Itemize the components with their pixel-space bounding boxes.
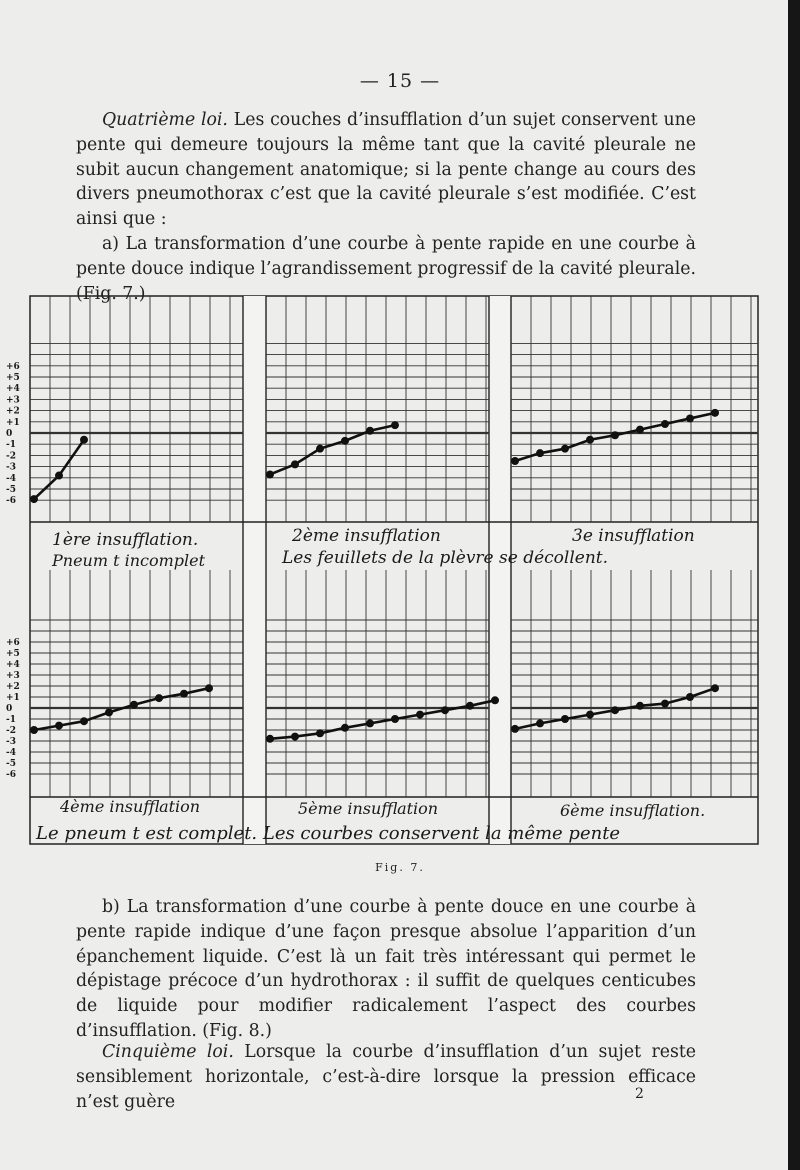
y-tick-label: +4 (6, 384, 20, 395)
data-point (55, 722, 63, 730)
point-b: b) La transformation d’une courbe à pente douce en une courbe à pente rapide indique d’une façon presque absolue l’apparition d’un épanchement liquide. C’est là un fait très intéressant qui permet le dépistage précoce d’un hydrothorax : il suffit de quelques centicubes de liquide pour modifier radicalement l’aspect des courbes d’insufflation. (Fig. 8.) (76, 897, 696, 1041)
data-point (80, 717, 88, 725)
data-point (611, 431, 619, 439)
y-tick-label: +1 (6, 693, 20, 703)
y-tick-label: +2 (6, 406, 20, 417)
data-point (341, 437, 349, 445)
y-tick-label: +1 (6, 417, 20, 428)
data-point (686, 693, 694, 701)
data-point (366, 719, 374, 727)
label-insufflation-2: 2ème insufflation (292, 526, 441, 546)
data-point (661, 420, 669, 428)
data-point (636, 426, 644, 434)
data-point (636, 702, 644, 710)
data-point (611, 706, 619, 714)
y-tick-label: +3 (6, 395, 20, 406)
y-tick-label: +2 (6, 682, 20, 692)
series-line (34, 440, 84, 499)
data-point (661, 700, 669, 708)
data-point (366, 427, 374, 435)
data-point (291, 460, 299, 468)
data-point (711, 409, 719, 417)
point-a: a) La transformation d’une courbe à pente rapide en une courbe à pente douce indique l’agrandissement progressif de la cavité pleurale. (Fig. 7.) (76, 233, 696, 304)
label-insufflation-6: 6ème insufflation. (560, 801, 706, 820)
data-point (205, 684, 213, 692)
y-tick-label: -2 (6, 451, 16, 462)
label-insufflation-4: 4ème insufflation (60, 797, 201, 816)
data-point (536, 719, 544, 727)
y-tick-label: -5 (6, 759, 16, 769)
data-point (105, 708, 113, 716)
label-insufflation-1: 1ère insufflation. (52, 530, 199, 550)
data-point (536, 449, 544, 457)
data-point (586, 711, 594, 719)
y-tick-label: +6 (6, 638, 20, 648)
data-point (711, 684, 719, 692)
data-point (341, 724, 349, 732)
law-title: Quatrième loi. (102, 110, 228, 130)
y-tick-label: -4 (6, 748, 16, 758)
paragraph-cinquieme-loi (76, 1040, 696, 1114)
y-tick-label: -2 (6, 726, 16, 736)
data-point (511, 725, 519, 733)
y-tick-label: 0 (6, 704, 13, 714)
y-tick-label: -3 (6, 462, 16, 473)
page-number: — 15 — (359, 70, 441, 92)
data-point (416, 711, 424, 719)
y-tick-label: +3 (6, 671, 20, 681)
figure-frame (30, 296, 758, 844)
data-point (266, 735, 274, 743)
series-line (270, 700, 495, 739)
y-tick-label: -6 (6, 770, 16, 780)
law-title-5: Cinquième loi. (102, 1042, 234, 1062)
y-tick-label: -6 (6, 496, 16, 507)
label-insufflation-3: 3e insufflation (572, 526, 695, 546)
data-point (266, 470, 274, 478)
data-point (391, 715, 399, 723)
data-point (561, 715, 569, 723)
note-pneum-complet: Le pneum t est complet. Les courbes conservent la même pente (36, 823, 621, 844)
figure-caption: Fig. 7. (375, 861, 425, 874)
data-point (441, 706, 449, 714)
data-point (586, 436, 594, 444)
data-point (30, 495, 38, 503)
data-point (316, 445, 324, 453)
law-text-5: Lorsque la courbe d’insufflation d’un sujet reste sensiblement horizontale, c’est-à-dire lorsque la pression efficace n’est guère (76, 1042, 697, 1112)
note-pneum-incomplet: Pneum t incomplet (52, 551, 206, 570)
strip-divider (243, 296, 266, 844)
y-tick-label: +6 (6, 361, 20, 372)
data-point (686, 414, 694, 422)
data-point (511, 457, 519, 465)
data-point (80, 436, 88, 444)
y-tick-label: -5 (6, 485, 16, 495)
data-point (130, 701, 138, 709)
data-point (155, 694, 163, 702)
data-point (180, 690, 188, 698)
data-point (561, 445, 569, 453)
data-point (466, 702, 474, 710)
y-tick-label: -1 (6, 440, 16, 451)
data-point (491, 696, 499, 704)
data-point (391, 421, 399, 429)
data-point (30, 726, 38, 734)
y-tick-label: -4 (6, 473, 16, 484)
data-point (291, 733, 299, 741)
y-tick-label: -3 (6, 737, 16, 747)
y-tick-label: +5 (6, 649, 20, 659)
data-point (55, 472, 63, 480)
law-text: Les couches d’insufflation d’un sujet conservent une pente qui demeure toujours la même tant que la cavité pleurale ne subit aucun changement anatomique; si la pente change au cours des divers pneumothorax c’est que la cavité pleurale s’est modifiée. C’est ainsi que : (76, 110, 696, 230)
y-tick-label: +4 (6, 660, 20, 670)
note-feuillets-plevre: Les feuillets de la plèvre se décollent. (282, 548, 609, 568)
label-insufflation-5: 5ème insufflation (298, 799, 439, 818)
data-point (316, 729, 324, 737)
strip-divider (489, 296, 511, 844)
signature-mark: 2 (635, 1086, 644, 1102)
y-tick-label: -1 (6, 715, 16, 725)
y-tick-label: 0 (6, 429, 13, 439)
paragraph-point-b (76, 895, 696, 1044)
y-tick-label: +5 (6, 373, 20, 383)
